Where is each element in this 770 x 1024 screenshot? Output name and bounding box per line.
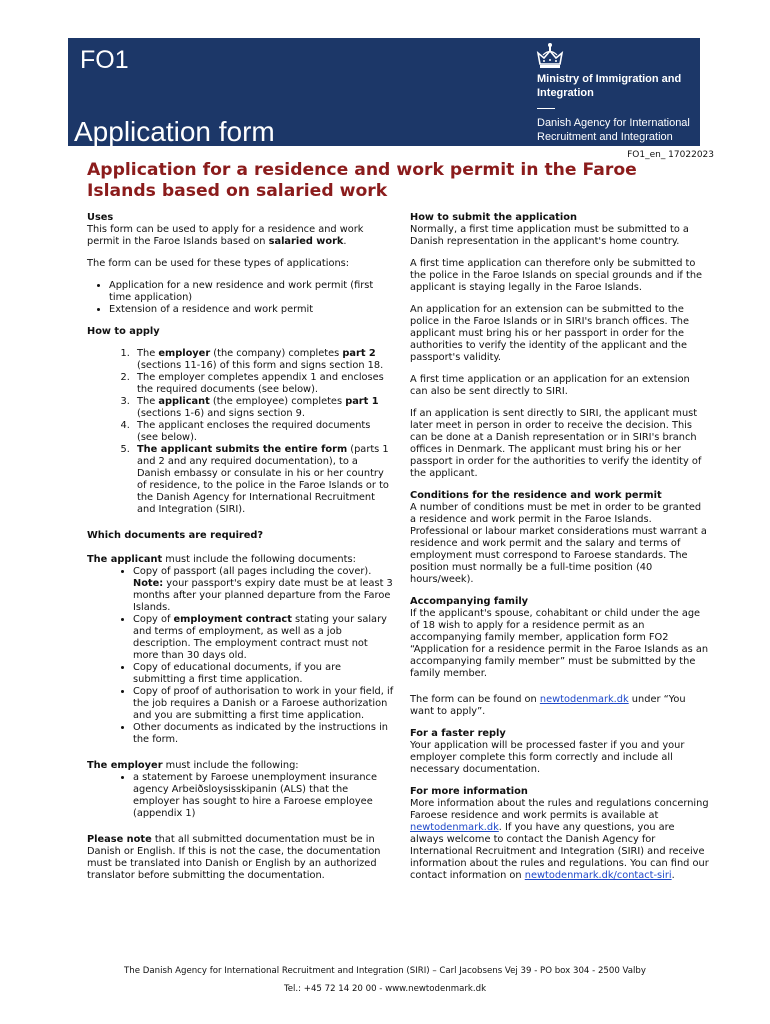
list-item: • a statement by Faroese unemployment insurance agency Arbeiðsloysisskipanin (ALS) that the employer has sought to hire a Faroese employee (appendix 1) [133, 772, 394, 820]
uses-types-intro: The form can be used for these types of applications: [87, 258, 350, 269]
how-to-apply-heading: How to apply [87, 326, 160, 337]
submit-paragraph-2: A first time application can therefore only be submitted to the police in the Faroe Islands on special grounds and if the applicant is staying legally in the Faroe Islands. [410, 258, 703, 293]
contact-siri-link[interactable]: newtodenmark.dk/contact-siri [524, 870, 672, 881]
conditions-paragraph: A number of conditions must be met in order to be granted a residence and work permit in the Faroe Islands. Professional or labour market considerations must warrant a residence and work permit and the salary and terms of employment must correspond to Faroese standards. The position must normally be a full-time position (40 hours/week). [410, 502, 707, 585]
right-column [410, 212, 710, 892]
submit-paragraph-5: If an application is sent directly to SIRI, the applicant must later meet in person in order to receive the decision. This can be done at a Danish representation or in SIRI's branch offices in Denmark. The applicant must bring his or her passport in order for the authorities to verify the identity of the applicant. [410, 408, 702, 479]
newtodenmark-link[interactable]: newtodenmark.dk [410, 822, 499, 833]
list-item: • Copy of proof of authorisation to work in your field, if the job requires a Danish or a Faroese authorization and you are submitting a first time application. [133, 686, 394, 722]
list-item: 4. The applicant encloses the required documents (see below). [133, 420, 394, 444]
list-item: • Extension of a residence and work permit [109, 304, 394, 316]
left-column [87, 212, 394, 892]
more-info-paragraph: More information about the rules and regulations concerning Faroese residence and work permits is available at newtodenmark.dk. If you have any questions, you are always welcome to contact the Danish Agency for International Recruitment and Integration (SIRI) and receive information about the rules and regulations. You can find our contact information on newtodenmark.dk/contact-siri. [410, 798, 709, 881]
ministry-name: Ministry of Immigration and Integration [537, 73, 682, 99]
form-code: FO1 [80, 46, 129, 74]
header-divider [537, 108, 555, 109]
list-item: • Copy of passport (all pages including the cover). Note: your passport's expiry date must be at least 3 months after your planned departure from the Faroe Islands. [133, 566, 394, 614]
documents-heading: Which documents are required? [87, 530, 264, 541]
crown-icon [534, 42, 566, 72]
employer-docs-intro: The employer must include the following: [87, 760, 299, 771]
agency-name: Danish Agency for International Recruitment and Integration [537, 117, 690, 143]
submit-paragraph-3: An application for an extension can be submitted to the police in the Faroe Islands or in SIRI's branch offices. The applicant must bring his or her passport in order for the authorities to verify the identity of the applicant and the passport's validity. [410, 304, 689, 363]
family-heading: Accompanying family [410, 596, 529, 607]
form-version: FO1_en_ 17022023 [627, 150, 714, 160]
list-item: • Application for a new residence and work permit (first time application) [109, 280, 394, 304]
submit-paragraph-1: Normally, a first time application must be submitted to a Danish representation in the applicant's home country. [410, 224, 689, 247]
application-types-list [87, 280, 394, 316]
employer-documents-list [87, 772, 394, 820]
applicant-documents-list [87, 566, 394, 746]
uses-heading: Uses [87, 212, 114, 223]
uses-paragraph: This form can be used to apply for a residence and work permit in the Faroe Islands based on salaried work. [87, 224, 364, 247]
newtodenmark-link[interactable]: newtodenmark.dk [539, 694, 629, 705]
header-banner [68, 38, 700, 146]
more-info-heading: For more information [410, 786, 528, 797]
list-item: 2. The employer completes appendix 1 and encloses the required documents (see below). [133, 372, 394, 396]
footer-contact: Tel.: +45 72 14 20 00 - www.newtodenmark.dk [283, 984, 487, 994]
submit-heading: How to submit the application [410, 212, 577, 223]
family-form-location: The form can be found on newtodenmark.dk under “You want to apply”. [410, 694, 686, 717]
footer-address: The Danish Agency for International Recruitment and Integration (SIRI) – Carl Jacobsens Vej 39 - PO box 304 - 2500 Valby [124, 966, 646, 976]
faster-reply-paragraph: Your application will be processed faster if you and your employer complete this form correctly and include all necessary documentation. [410, 740, 685, 775]
list-item: 5. The applicant submits the entire form (parts 1 and 2 and any required documentation), to a Danish embassy or consulate in his or her country of residence, to the police in the Faroe Islands or to the Danish Agency for International Recruitment and Integration (SIRI). [133, 444, 394, 516]
list-item: • Copy of employment contract stating your salary and terms of employment, as well as a job description. The employment contract must not more than 30 days old. [133, 614, 394, 662]
faster-reply-heading: For a faster reply [410, 728, 506, 739]
conditions-heading: Conditions for the residence and work permit [410, 490, 662, 501]
form-type-title: Application form [74, 116, 275, 147]
list-item: • Other documents as indicated by the instructions in the form. [133, 722, 394, 746]
language-note: Please note that all submitted documentation must be in Danish or English. If this is not the case, the documentation must be translated into Danish or English by an authorized translator before submitting the documentation. [87, 834, 381, 881]
submit-paragraph-4: A first time application or an application for an extension can also be sent directly to SIRI. [410, 374, 690, 397]
page-title: Application for a residence and work permit in the Faroe Islands based on salaried work [87, 160, 637, 201]
list-item: 3. The applicant (the employee) completes part 1 (sections 1-6) and signs section 9. [133, 396, 394, 420]
steps-list [87, 348, 394, 516]
list-item: 1. The employer (the company) completes part 2 (sections 11-16) of this form and signs section 18. [133, 348, 394, 372]
applicant-docs-intro: The applicant must include the following documents: [87, 554, 356, 565]
family-paragraph: If the applicant's spouse, cohabitant or child under the age of 18 wish to apply for a residence permit as an accompanying family member, application form FO2 “Application for a residence permit in the Faroe Islands as an accompanying family member” must be submitted by the family member. [410, 608, 709, 679]
list-item: • Copy of educational documents, if you are submitting a first time application. [133, 662, 394, 686]
